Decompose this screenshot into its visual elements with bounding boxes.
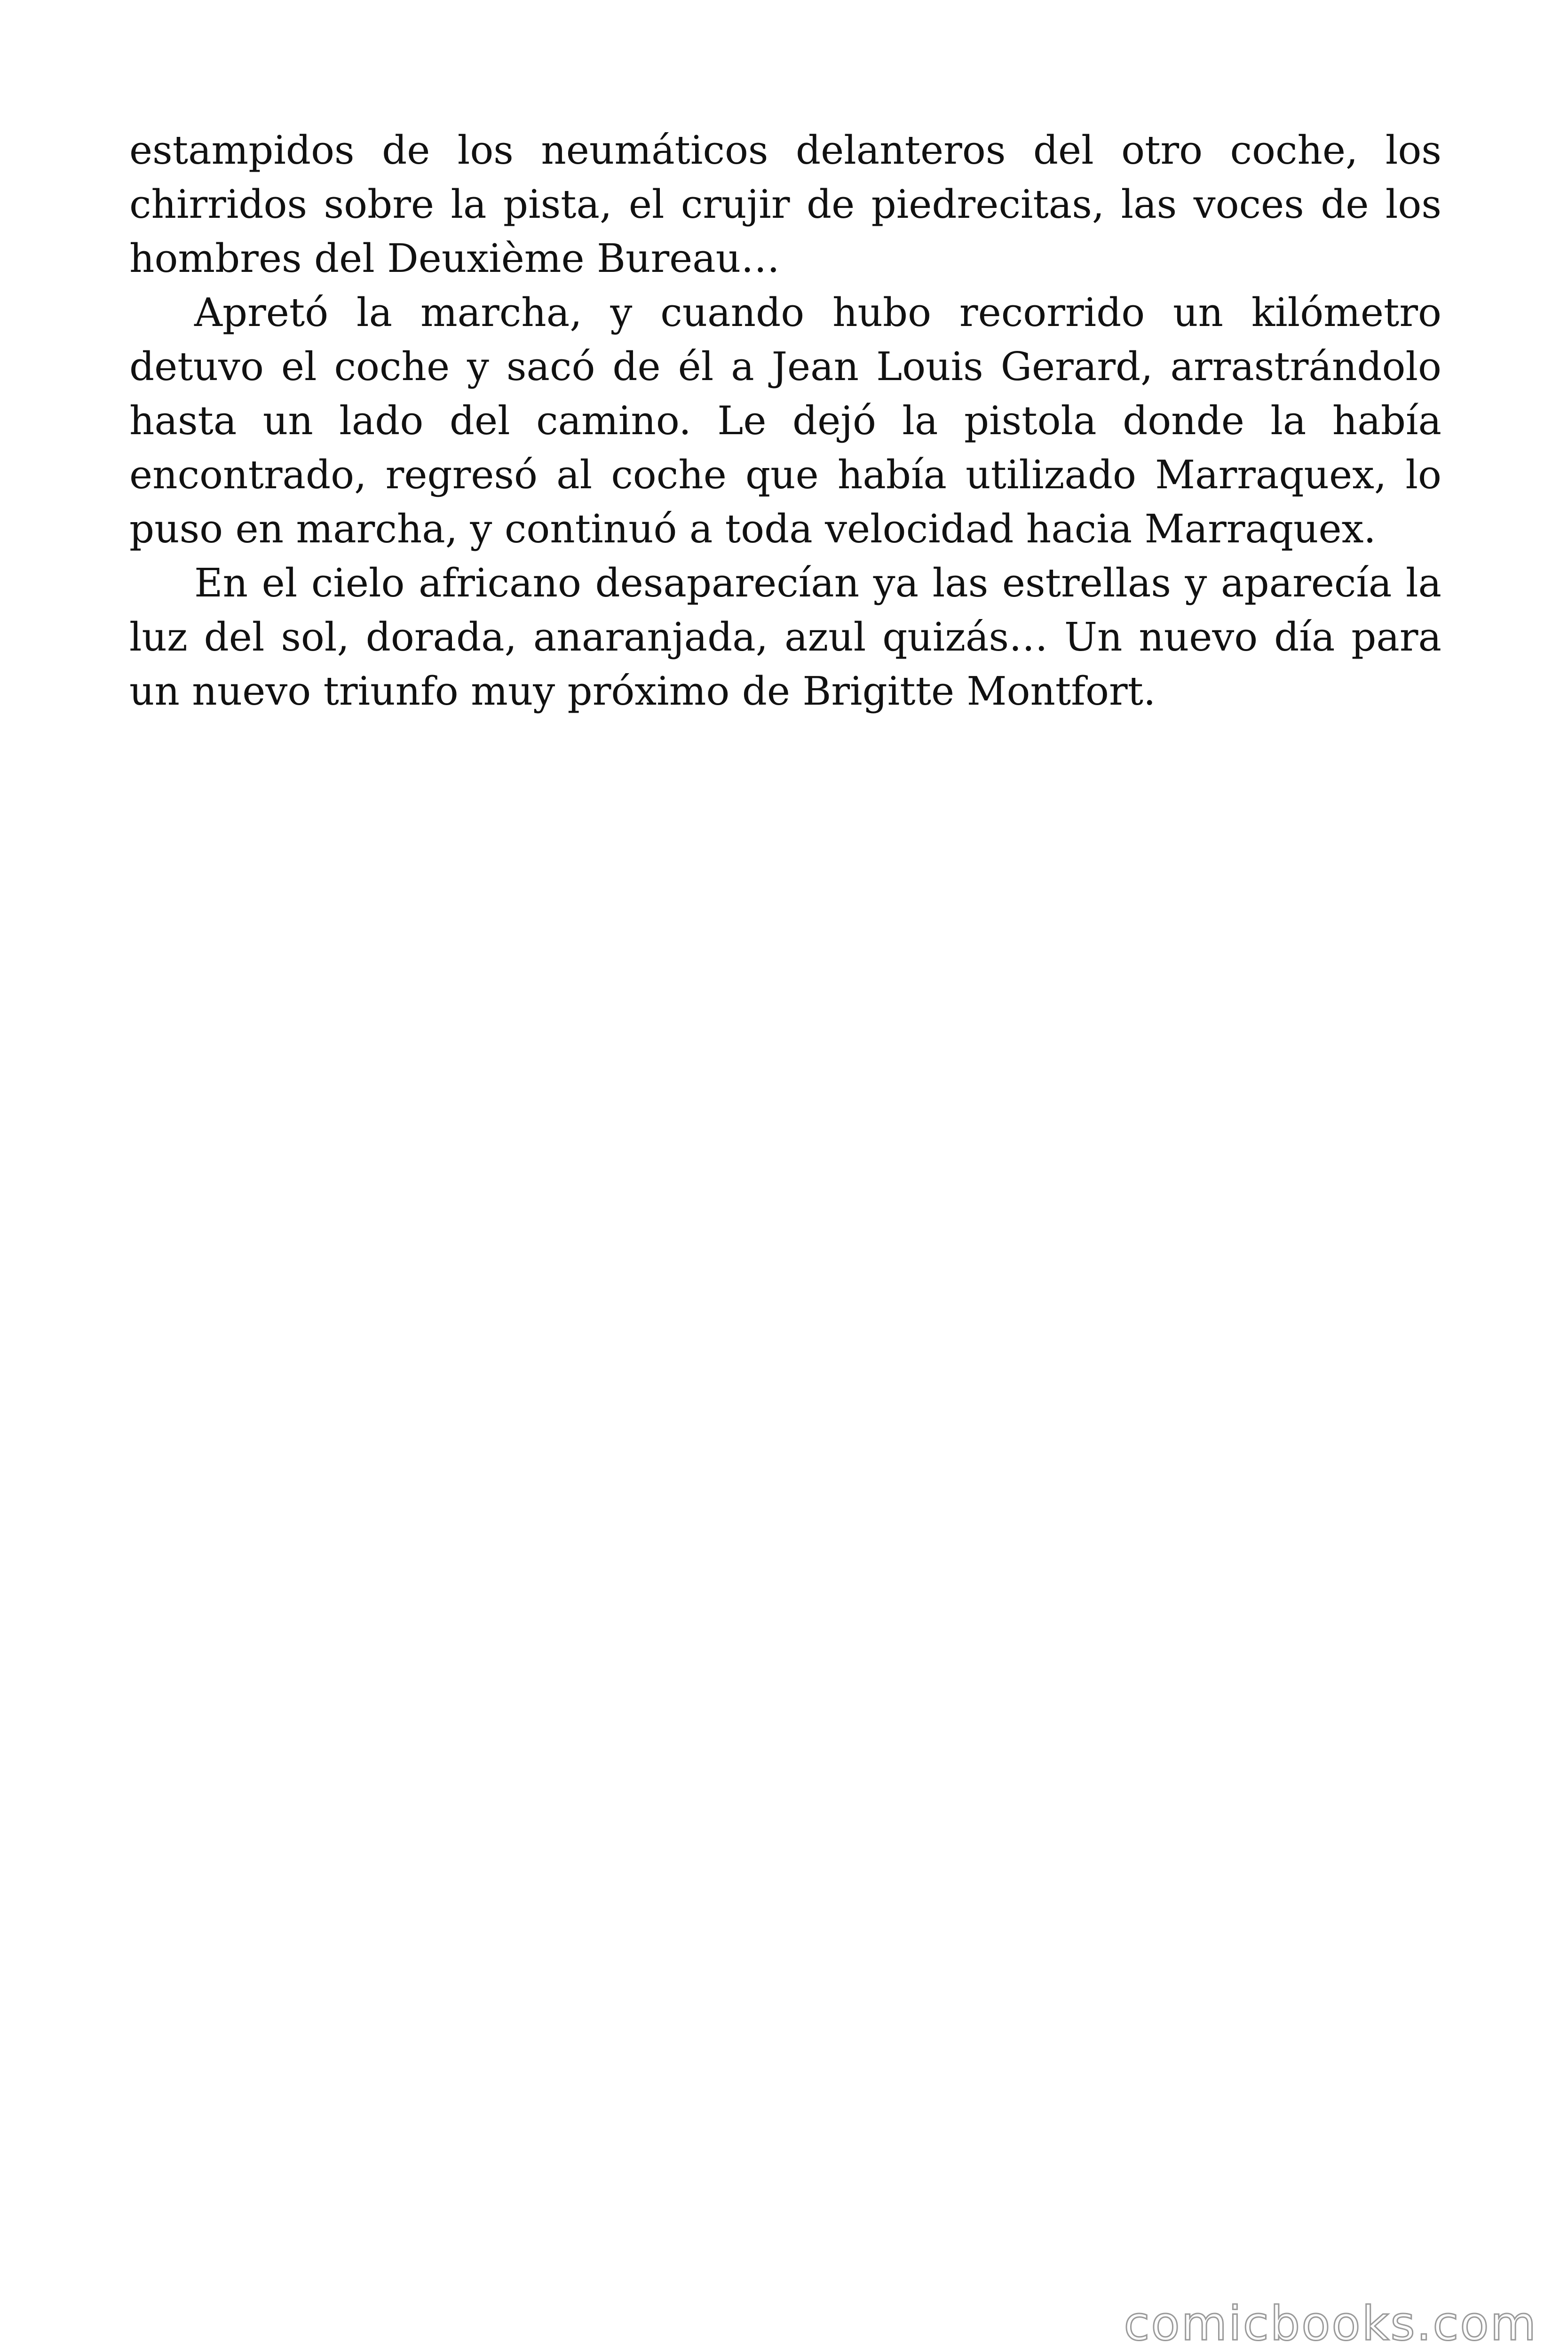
paragraph: Apretó la marcha, y cuando hubo recorrido un kilómetro detuvo el coche y sacó de él a Jean Louis Gerard, arrastrándolo hasta un lado del camino. Le dejó la pistola donde la había encontrado, regresó al coche que había utilizado Marraquex, lo puso en marcha, y continuó a toda velocidad hacia Marraquex. [129, 290, 1441, 552]
body-text [129, 123, 1441, 718]
watermark: comicbooks.com [1124, 2296, 1537, 2351]
paragraph-continuation: estampidos de los neumáticos delanteros del otro coche, los chirridos sobre la pista, el crujir de piedrecitas, las voces de los hombres del Deuxième Bureau… [129, 127, 1441, 281]
paragraph: En el cielo africano desaparecían ya las estrellas y aparecía la luz del sol, dorada, anaranjada, azul quizás… Un nuevo día para un nuevo triunfo muy próximo de Brigitte Montfort. [129, 560, 1441, 714]
